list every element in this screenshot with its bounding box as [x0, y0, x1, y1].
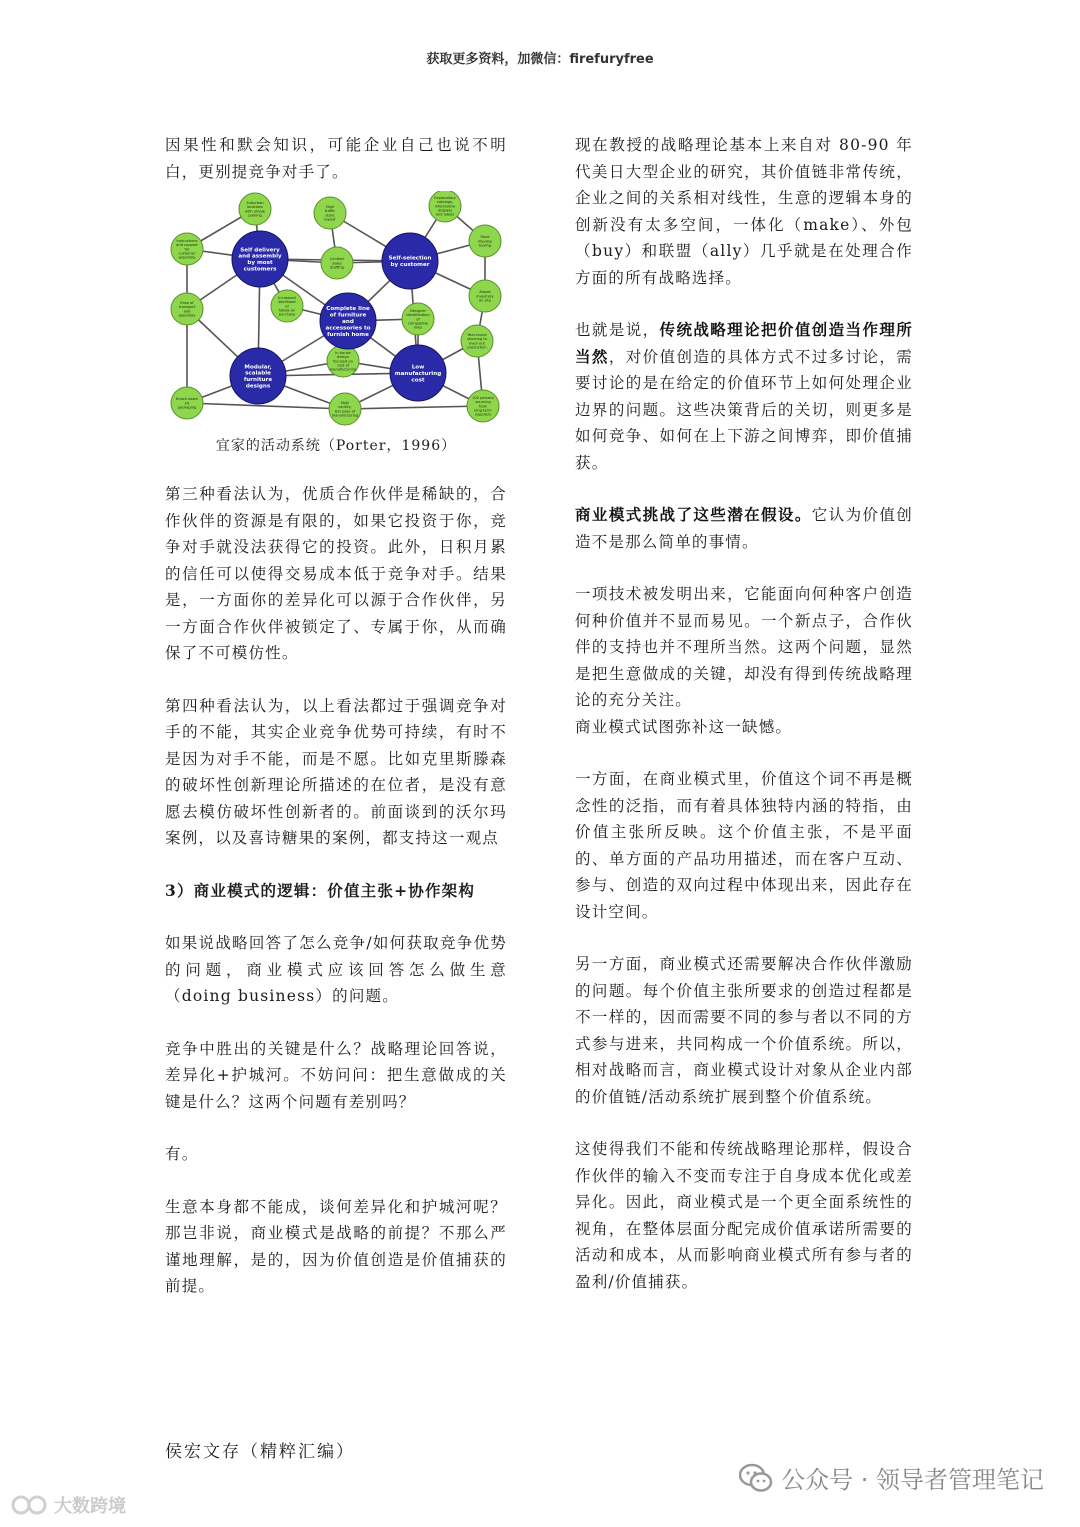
strategic-theme-label: Self-selection by customer [388, 255, 432, 269]
text-segment: 也就是说， [575, 321, 660, 339]
activity-node-label: Instructions and support for customer assembly [176, 238, 198, 260]
activity-node-label: Increased likelihood of follow-on purchase [278, 295, 296, 317]
activity-node-label: Knock-down kit packaging [176, 397, 198, 410]
right-column [575, 132, 913, 1295]
paragraph-technology: 一项技术被发明出来，它能面向何种客户创造何种价值并不显而易见。一个新点子，合作伙伴的支持也并不理所当然。这两个问题，显然是把生意做成的关键，却没有得到传统战略理论的充分关注。 [575, 585, 913, 709]
paragraph-third-view: 第三种看法认为，优质合作伙伴是稀缺的，合作伙伴的资源是有限的，如果它投资于你，竞争对手就没法获得它的投资。此外，日积月累的信任可以使得交易成本低于竞争对手。结果是，一方面你的差异化可以源于合作伙伴，另一方面合作伙伴被锁定了、专属于你，从而确保了不可模仿性。 [165, 485, 507, 662]
activity-node-label: Designer identification of compatible lines [406, 308, 430, 330]
strategic-theme-label: Self delivery and assembly by most customers [238, 247, 282, 273]
figure-caption: 宜家的活动系统（Porter，1996） [215, 438, 457, 454]
activity-node-label: Limited Sales Staffing [330, 257, 344, 270]
paragraph-fill-gap: 商业模式试图弥补这一缺憾。 [575, 717, 793, 736]
activity-node-label: High variety, but ease of manufacturing [331, 401, 359, 418]
paragraph-business-question: 如果说战略回答了怎么竞争/如何获取竞争优势的问题，商业模式应该回答怎么做生意（doing business）的问题。 [165, 934, 507, 1005]
paragraph-fourth-view: 第四种看法认为，以上看法都过于强调竞争对手的不能，其实企业竞争优势可持续，有时不是因为对手不能，而是不愿。比如克里斯滕森的破坏性创新理论所描述的在位者，是没有意愿去模仿破坏性创新者的。前面谈到的沃尔玛案例，以及喜诗糖果的案例，都支持这一观点 [165, 696, 507, 847]
text-segment: 它认为价值创造不是那么简单的事情。 [575, 506, 913, 551]
left-column [165, 132, 507, 1300]
activity-node-label: In-house design focused on cost of manufacturing [329, 350, 357, 372]
bold-emphasis: 商业模式挑战了这些潜在假设。 [575, 505, 812, 524]
paragraph-one-hand: 一方面，在商业模式里，价值这个词不再是概念性的泛指，而有着具体独特内涵的特指，由价值主张所反映。这个价值主张，不是平面的、单方面的产品功用描述，而在客户互动、参与、创造的双向过程中体现出来，因此存在设计空间。 [575, 770, 913, 921]
logo-icon [10, 1494, 50, 1516]
paragraph-yes: 有。 [165, 1145, 199, 1163]
activity-node-label: Ample inventory on site [476, 290, 494, 303]
strategic-theme-label: Complete line of furniture and accessories to furnish home [325, 306, 371, 338]
paragraph-strategy-origin: 现在教授的战略理论基本上来自对 80-90 年代美日大型企业的研究，其价值链非常传统，企业之间的关系相对线性，生意的逻辑本身的创新没有太多空间，一体化（make）、外包（buy）和联盟（ally）几乎就是在处理合作方面的所有战略选择。 [575, 136, 913, 287]
paragraph-other-hand: 另一方面，商业模式还需要解决合作伙伴激励的问题。每个价值主张所要求的创造过程都是不一样的，因而需要不同的参与者以不同的方式参与进来，共同构成一个价值系统。所以，相对战略而言，商业模式设计对象从企业内部的价值链/活动系统扩展到整个价值系统。 [575, 955, 913, 1106]
wechat-watermark [739, 1460, 1044, 1495]
text-segment: ，对价值创造的具体方式不过多讨论，需要讨论的是在给定的价值环节上如何处理企业边界的问题。这些决策背后的关切，则更多是如何竞争、如何在上下游之间博弈，即价值捕获。 [575, 347, 913, 472]
logo-text: 大数跨境 [54, 1496, 126, 1517]
activity-node-label: More impulse buying [477, 235, 493, 248]
diagram-edge [345, 406, 483, 409]
strategic-theme-label: Low manufacturing cost [394, 364, 442, 384]
activity-node-label: High traffic store layout [324, 205, 336, 222]
activity-node-label: Year-round stocking to even out production [467, 333, 487, 350]
watermark-text: 公众号 · 领导者管理笔记 [781, 1466, 1044, 1494]
paragraph-taken-for-granted [575, 317, 913, 476]
strategic-theme-label: Modular, scalable furniture designs [243, 364, 273, 390]
activity-node-label: Suburban locations with ample parking [245, 201, 265, 218]
activity-node-label: Explanatory catalogs, informative displays and labels [434, 195, 456, 217]
diagram-svg [165, 191, 507, 431]
bold-emphasis: 传统战略理论把价值创造当作理所当然 [575, 320, 913, 366]
activity-node-label: 100 percent sourcing from long-term suppliers [472, 395, 494, 417]
ikea-activity-system-diagram [165, 191, 507, 431]
activity-node-label: Ease of transport and assembly [178, 301, 196, 318]
diagram-edge [187, 403, 345, 409]
paragraph-challenge [575, 502, 913, 555]
paragraph-conclusion: 这使得我们不能和传统战略理论那样，假设合作伙伴的输入不变而专注于自身成本优化或差异化。因此，商业模式是一个更全面系统性的视角，在整体层面分配完成价值承诺所需要的活动和成本，从而影响商业模式所有参与者的盈利/价值捕获。 [575, 1140, 913, 1291]
intro-paragraph: 因果性和默会知识，可能企业自己也说不明白，更别提竞争对手了。 [165, 136, 507, 181]
footer-source: 侯宏文存（精粹汇编） [165, 1442, 355, 1462]
paragraph-precondition: 生意本身都不能成，谈何差异化和护城河呢？那岂非说，商业模式是战略的前提？不那么严谨地理解，是的，因为价值创造是价值捕获的前提。 [165, 1197, 507, 1295]
section-heading: 3）商业模式的逻辑：价值主张+协作架构 [165, 880, 476, 900]
paragraph-key-to-win: 竞争中胜出的关键是什么？战略理论回答说，差异化+护城河。不妨问问：把生意做成的关键是什么？这两个问题有差别吗？ [165, 1039, 507, 1111]
page-header: 获取更多资料，加微信：firefuryfree [426, 52, 654, 67]
wechat-icon [739, 1463, 773, 1493]
bottom-logo [10, 1492, 126, 1518]
